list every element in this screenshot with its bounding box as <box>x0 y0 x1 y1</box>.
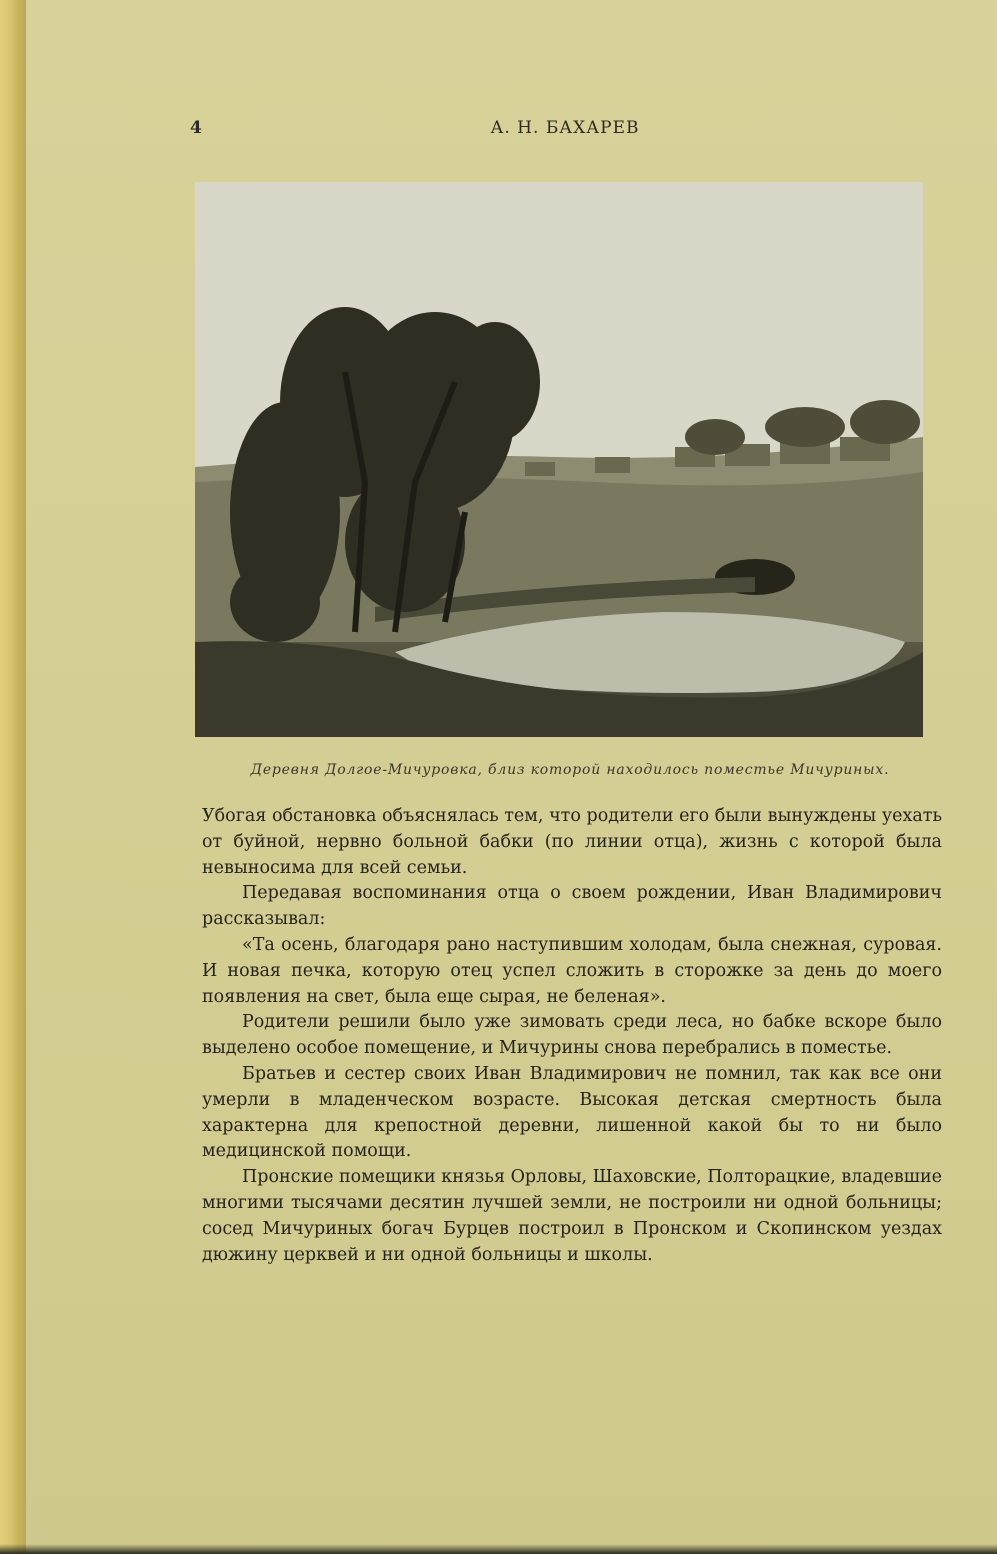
page-number: 4 <box>190 118 203 138</box>
paragraph: Убогая обстановка объяснялась тем, что родители его были вынуждены уехать от буйной, нервно больной бабки (по линии отца), жизнь с которой была невыносима для всей семьи. <box>202 806 942 878</box>
body-text <box>202 804 942 1268</box>
paragraph: Пронские помещики князья Орловы, Шаховские, Полторацкие, владевшие многими тысячами десятин лучшей земли, не построили ни одной больницы; сосед Мичуриных богач Бурцев построил в Пронском и Скопинском уездах дюжину церквей и ни одной больницы и школы. <box>202 1167 942 1265</box>
running-header <box>190 118 940 142</box>
photo-caption: Деревня Долгое-Мичуровка, близ которой находилось поместье Мичуриных. <box>250 762 890 778</box>
landscape-photo <box>195 182 923 737</box>
paragraph: Передавая воспоминания отца о своем рождении, Иван Владимирович рассказывал: <box>202 883 942 930</box>
paragraph: «Та осень, благодаря рано наступившим холодам, была снежная, суровая. И новая печка, которую отец успел сложить в сторожке за день до моего появления на свет, была еще сырая, не беленая». <box>202 934 942 1007</box>
running-head-author: А. Н. БАХАРЕВ <box>490 118 640 138</box>
page-bottom-shadow <box>0 1544 997 1554</box>
paragraph: Братьев и сестер своих Иван Владимирович не помнил, так как все они умерли в младенческом возрасте. Высокая детская смертность была характерна для крепостной деревни, лишенной какой бы то ни было медицинской помощи. <box>202 1063 942 1162</box>
book-spine-edge <box>0 0 26 1554</box>
landscape-photo-drawing <box>195 182 923 737</box>
paragraph: Родители решили было уже зимовать среди леса, но бабке вскоре было выделено особое помещение, и Мичурины снова перебрались в поместье. <box>202 1012 942 1059</box>
